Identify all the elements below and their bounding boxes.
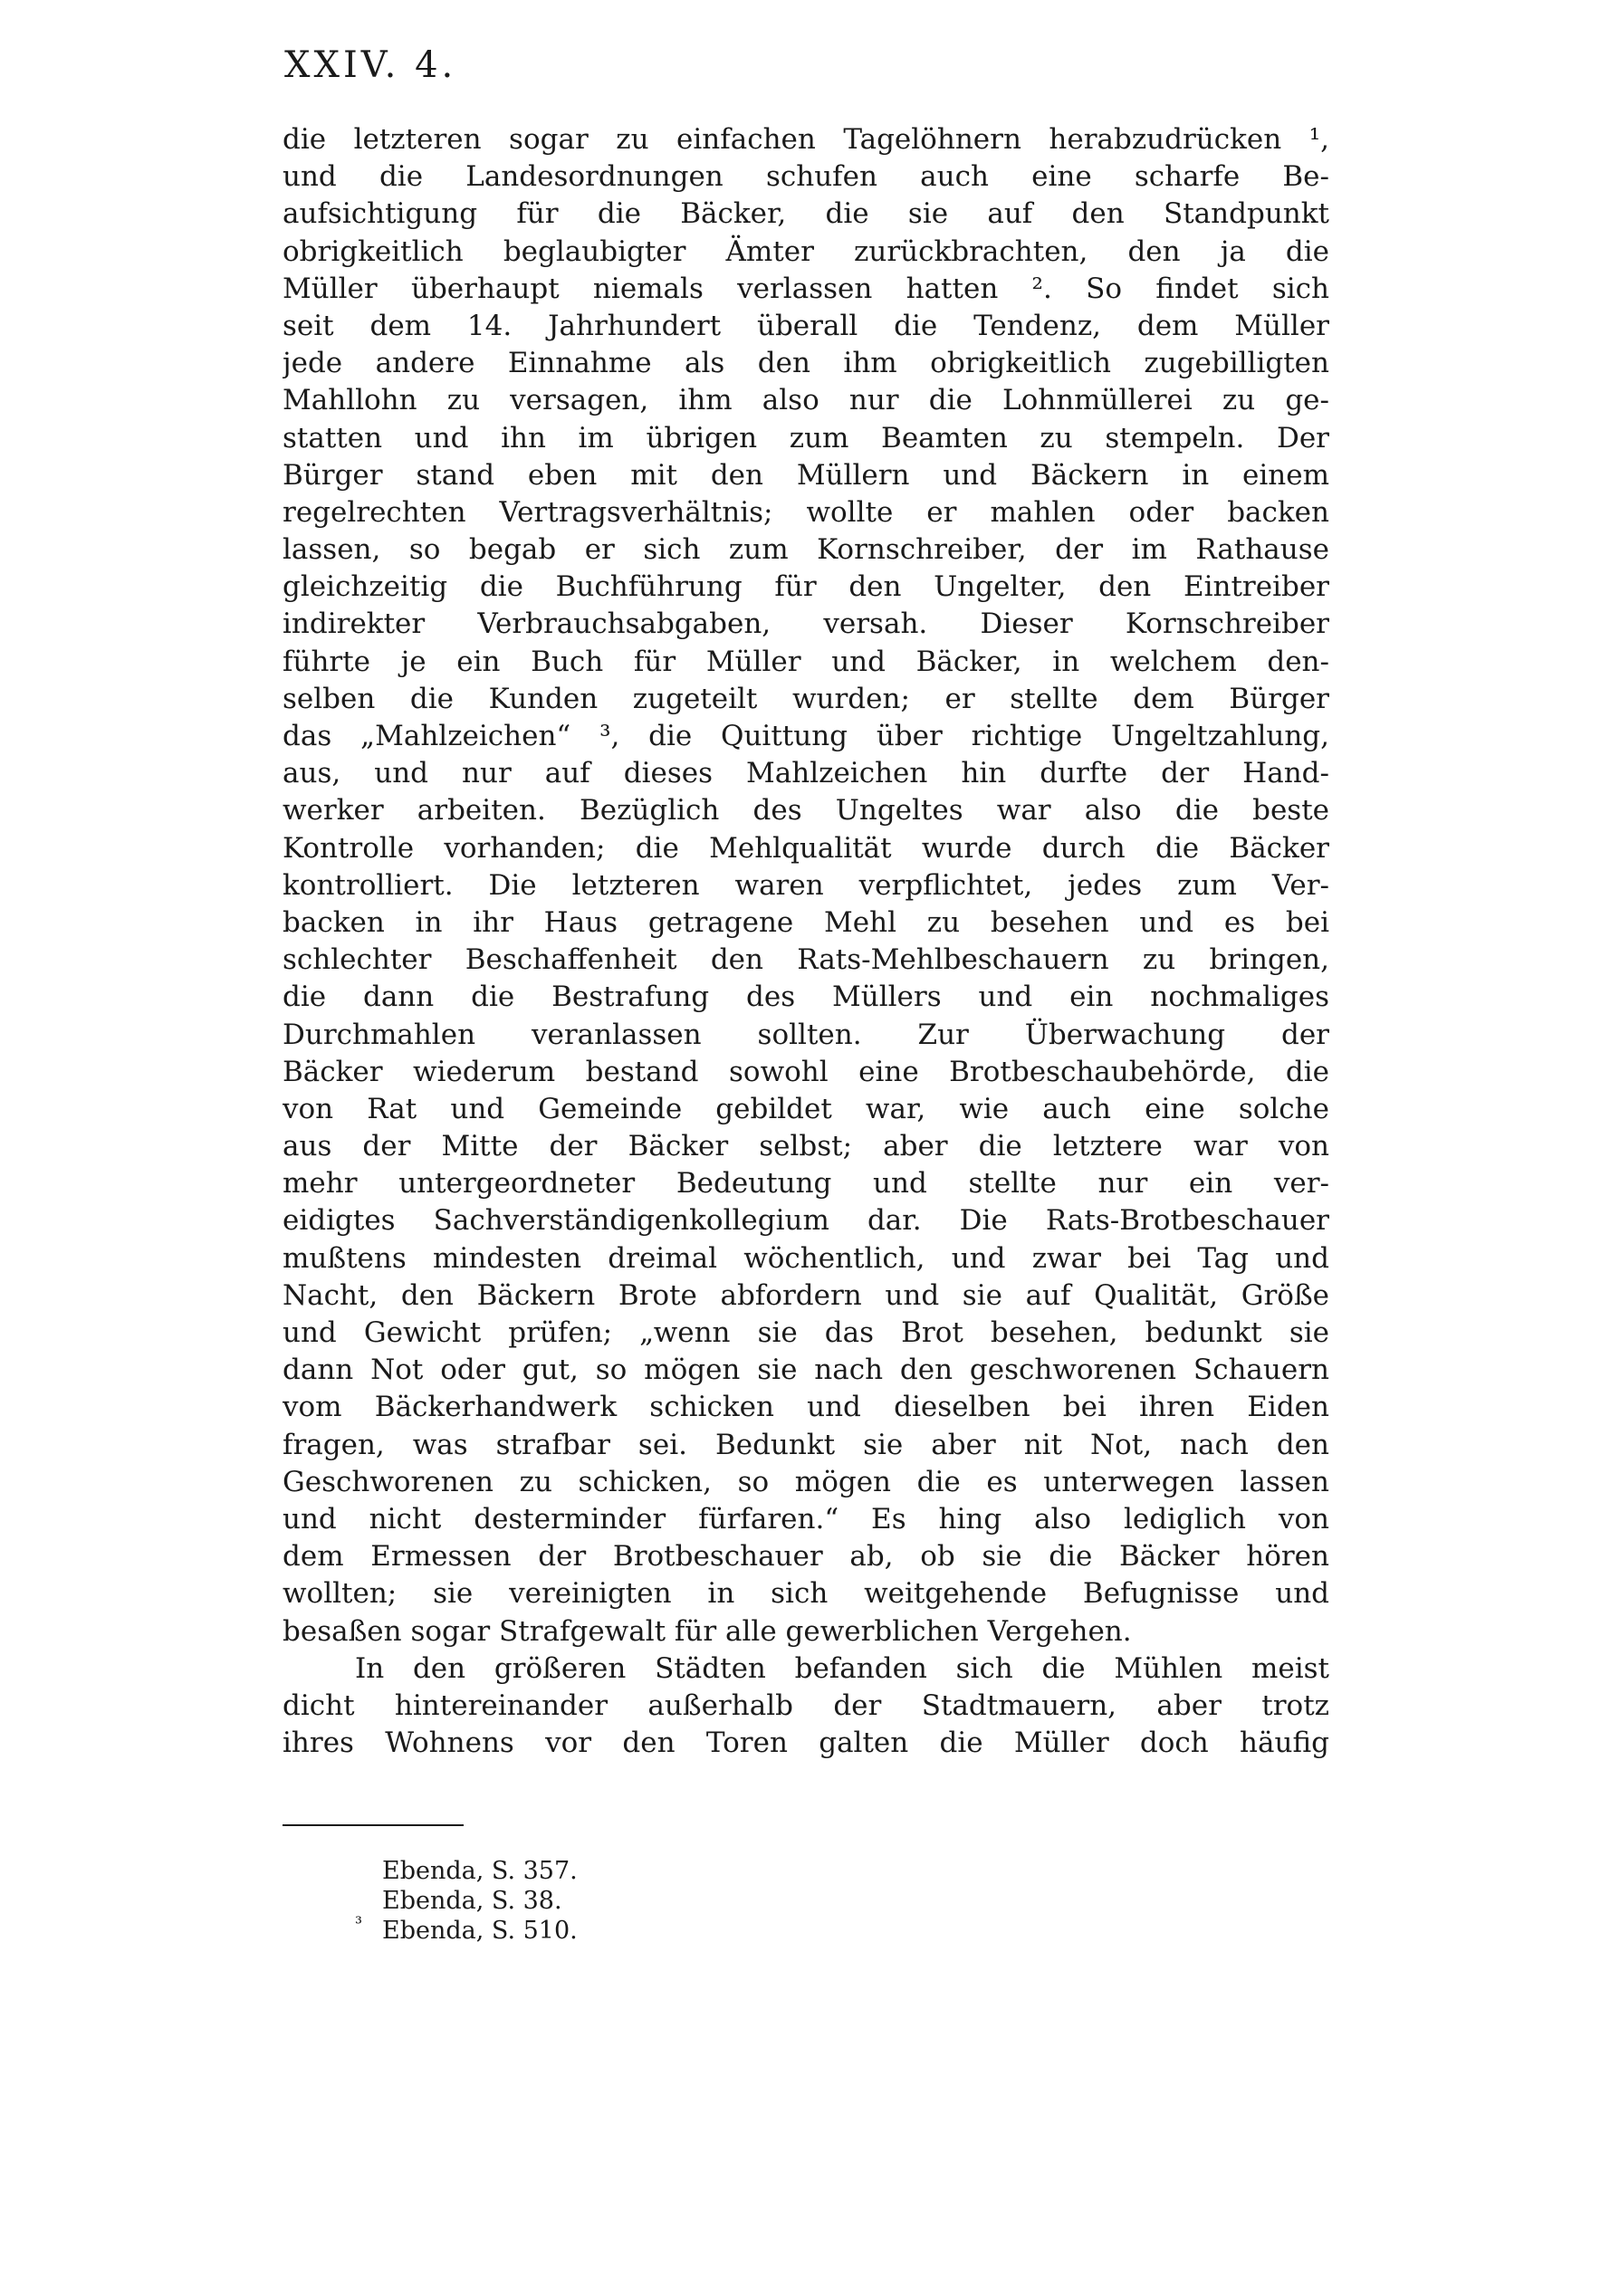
text-line: wollten; sie vereinigten in sich weitgehende Befugnisse und — [283, 1577, 1329, 1611]
text-line: mehr untergeordneter Bedeutung und stellte nur ein ver- — [283, 1167, 1329, 1201]
footnote-text: Ebenda, S. 510. — [382, 1917, 578, 1945]
text-line: regelrechten Vertragsverhältnis; wollte er mahlen oder backen — [283, 495, 1329, 529]
text-line: führte je ein Buch für Müller und Bäcker, in welchem den- — [283, 645, 1329, 678]
text-line: von Rat und Gemeinde gebildet war, wie auch eine solche — [283, 1092, 1329, 1125]
footnote-text: Ebenda, S. 38. — [382, 1887, 562, 1915]
text-line: Geschworenen zu schicken, so mögen die es unterwegen lassen — [283, 1465, 1329, 1498]
footnote — [355, 1856, 578, 1886]
text-line: dem Ermessen der Brotbeschauer ab, ob sie die Bäcker hören — [283, 1540, 1329, 1574]
text-line: seit dem 14. Jahrhundert überall die Tendenz, dem Müller — [283, 309, 1329, 342]
text-line: und Gewicht prüfen; „wenn sie das Brot besehen, bedunkt sie — [283, 1316, 1329, 1349]
text-line: das „Mahlzeichen“ ³, die Quittung über richtige Ungeltzahlung, — [283, 720, 1329, 752]
text-line: Bürger stand eben mit den Müllern und Bäckern in einem — [283, 458, 1329, 492]
text-line: Bäcker wiederum bestand sowohl eine Brotbeschaubehörde, die — [283, 1055, 1329, 1088]
text-line: indirekter Verbrauchsabgaben, versah. Dieser Kornschreiber — [283, 607, 1329, 641]
text-line: und die Landesordnungen schufen auch eine scharfe Be- — [283, 160, 1329, 194]
page-header: XXIV. 4. — [284, 44, 457, 86]
footnote: ³ Ebenda, S. 510. — [355, 1912, 578, 1945]
text-line: fragen, was strafbar sei. Bedunkt sie aber nit Not, nach den — [283, 1428, 1329, 1461]
text-line: aus, und nur auf dieses Mahlzeichen hin durfte der Hand- — [283, 757, 1329, 790]
text-line: schlechter Beschaffenheit den Rats-Mehlbeschauern zu bringen, — [283, 943, 1329, 977]
text-line: statten und ihn im übrigen zum Beamten zu stempeln. Der — [283, 421, 1329, 454]
text-line: eidigtes Sachverständigenkollegium dar. Die Rats-Brotbeschauer — [283, 1204, 1329, 1238]
text-line: werker arbeiten. Bezüglich des Ungeltes war also die beste — [283, 794, 1329, 828]
text-line: Durchmahlen veranlassen sollten. Zur Überwachung der — [283, 1018, 1329, 1051]
footnote-text: Ebenda, S. 357. — [382, 1857, 578, 1885]
text-line: Kontrolle vorhanden; die Mehlqualität wurde durch die Bäcker — [283, 831, 1329, 865]
text-line: backen in ihr Haus getragene Mehl zu besehen und es bei — [283, 905, 1329, 939]
text-line: die dann die Bestrafung des Müllers und ein nochmaliges — [283, 981, 1329, 1014]
text-line: selben die Kunden zugeteilt wurden; er stellte dem Bürger — [283, 682, 1329, 715]
text-line: vom Bäckerhandwerk schicken und dieselben bei ihren Eiden — [283, 1391, 1329, 1424]
text-line: und nicht desterminder fürfaren.“ Es hing also lediglich von — [283, 1502, 1329, 1535]
text-line: mußtens mindesten dreimal wöchentlich, und zwar bei Tag und — [283, 1241, 1329, 1275]
text-line: ihres Wohnens vor den Toren galten die Müller doch häufig — [283, 1727, 1329, 1760]
text-line: aus der Mitte der Bäcker selbst; aber die letztere war von — [283, 1130, 1329, 1163]
text-line: obrigkeitlich beglaubigter Ämter zurückbrachten, den ja die — [283, 234, 1329, 268]
text-line: kontrolliert. Die letzteren waren verpflichtet, jedes zum Ver- — [283, 868, 1329, 902]
text-line: dicht hintereinander außerhalb der Stadtmauern, aber trotz — [283, 1689, 1329, 1722]
text-line: Müller überhaupt niemals verlassen hatten ². So findet sich — [283, 272, 1329, 305]
footnote-divider — [283, 1824, 464, 1826]
text-line: aufsichtigung für die Bäcker, die sie auf den Standpunkt — [283, 197, 1329, 231]
paragraph-end-line: besaßen sogar Strafgewalt für alle gewerblichen Vergehen. — [283, 1614, 1132, 1648]
text-line: jede andere Einnahme als den ihm obrigkeitlich zugebilligten — [283, 347, 1329, 380]
body-text — [283, 121, 1329, 1762]
text-line: die letzteren sogar zu einfachen Tagelöhnern herabzudrücken ¹, — [283, 123, 1329, 156]
text-line: Nacht, den Bäckern Brote abfordern und sie auf Qualität, Größe — [283, 1278, 1329, 1312]
text-line: Mahllohn zu versagen, ihm also nur die Lohnmüllerei zu ge- — [283, 384, 1329, 417]
text-line: lassen, so begab er sich zum Kornschreiber, der im Rathause — [283, 533, 1329, 567]
paragraph-start-line: In den größeren Städten befanden sich die Mühlen meist — [355, 1651, 1329, 1685]
footnote — [355, 1886, 578, 1916]
footnotes — [355, 1856, 578, 1946]
text-line: gleichzeitig die Buchführung für den Ungelter, den Eintreiber — [283, 570, 1329, 604]
text-line: dann Not oder gut, so mögen sie nach den geschworenen Schauern — [283, 1354, 1329, 1387]
